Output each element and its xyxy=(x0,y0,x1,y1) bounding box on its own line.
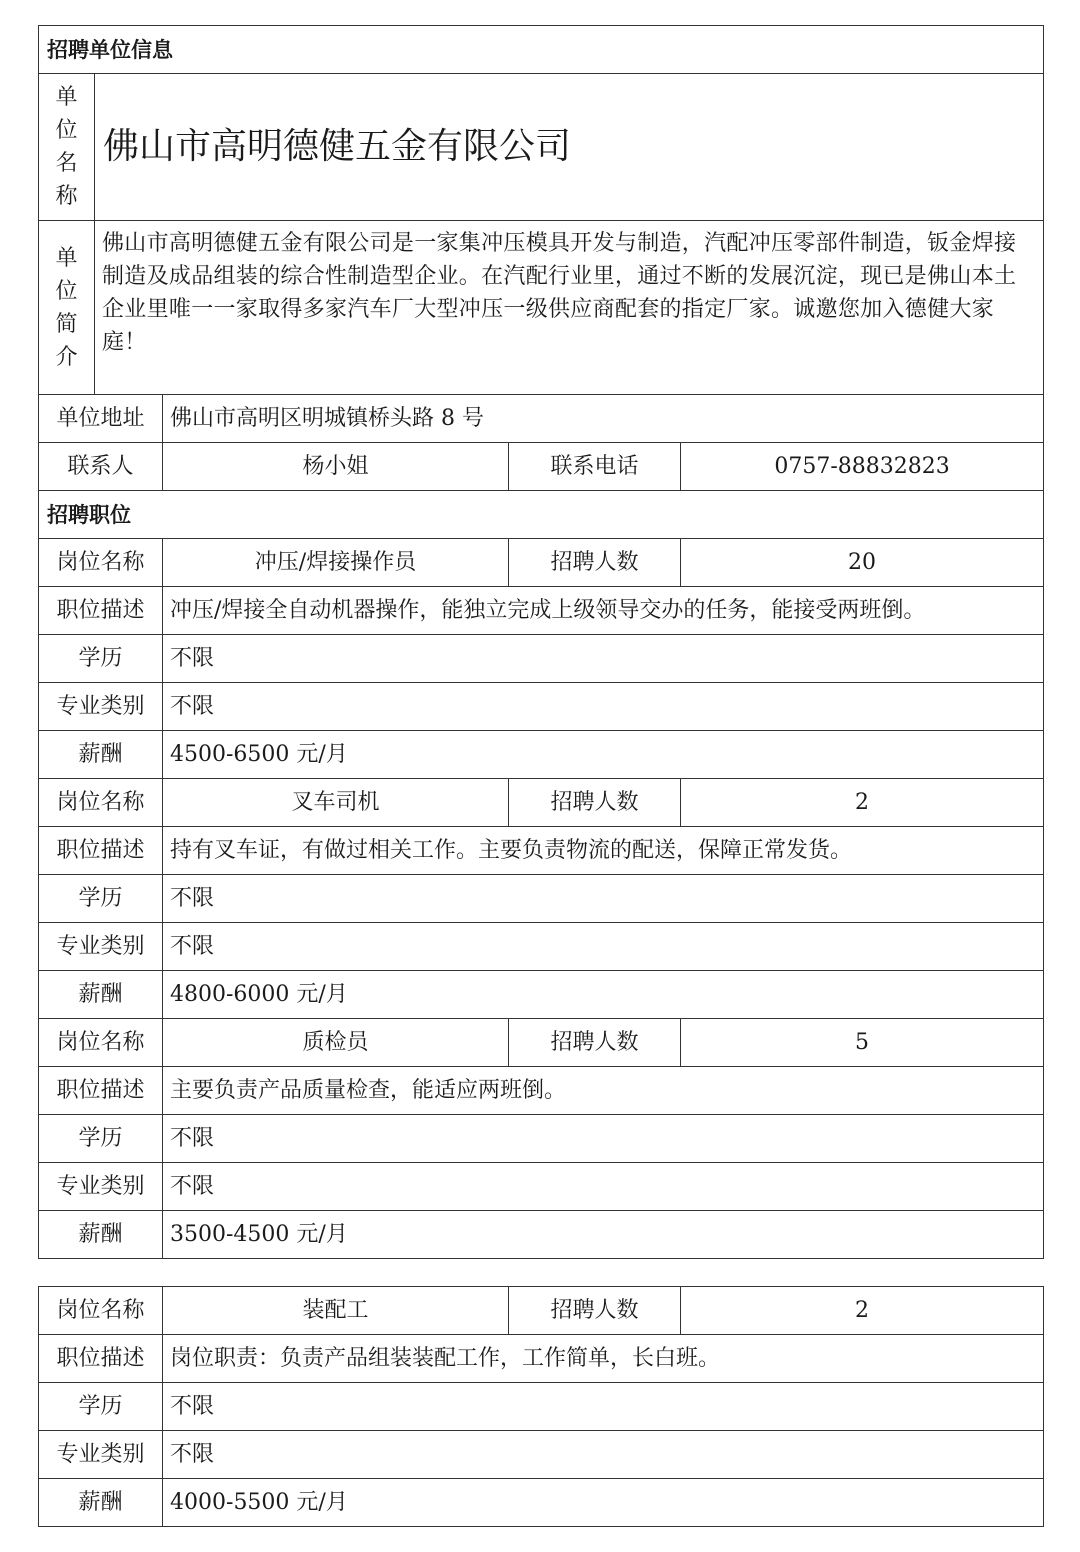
salary-label: 薪酬 xyxy=(39,1479,163,1527)
job-major: 不限 xyxy=(163,1163,1044,1211)
job-education: 不限 xyxy=(163,1115,1044,1163)
education-label: 学历 xyxy=(39,1115,163,1163)
job-name: 质检员 xyxy=(163,1019,509,1067)
job-salary: 3500-4500 元/月 xyxy=(163,1211,1044,1259)
address-label: 单位地址 xyxy=(39,395,163,443)
headcount-label: 招聘人数 xyxy=(509,1287,681,1335)
job-headcount: 5 xyxy=(681,1019,1044,1067)
job-row-header xyxy=(39,539,1044,587)
contact-phone: 0757-88832823 xyxy=(681,443,1044,491)
job-headcount: 2 xyxy=(681,779,1044,827)
job-name-label: 岗位名称 xyxy=(39,539,163,587)
job-row-header xyxy=(39,779,1044,827)
education-label: 学历 xyxy=(39,635,163,683)
job-row-header xyxy=(39,1287,1044,1335)
job-name: 叉车司机 xyxy=(163,779,509,827)
job-education: 不限 xyxy=(163,875,1044,923)
job-headcount: 2 xyxy=(681,1287,1044,1335)
major-label: 专业类别 xyxy=(39,923,163,971)
headcount-label: 招聘人数 xyxy=(509,779,681,827)
job-salary: 4000-5500 元/月 xyxy=(163,1479,1044,1527)
job-major: 不限 xyxy=(163,683,1044,731)
company-name: 佛山市高明德健五金有限公司 xyxy=(95,74,1044,221)
job-major: 不限 xyxy=(163,923,1044,971)
company-section-title: 招聘单位信息 xyxy=(39,26,1044,74)
phone-label: 联系电话 xyxy=(509,443,681,491)
salary-label: 薪酬 xyxy=(39,971,163,1019)
job-name: 装配工 xyxy=(163,1287,509,1335)
headcount-label: 招聘人数 xyxy=(509,539,681,587)
job-education: 不限 xyxy=(163,1383,1044,1431)
job-description: 岗位职责：负责产品组装装配工作，工作简单，长白班。 xyxy=(163,1335,1044,1383)
major-label: 专业类别 xyxy=(39,1431,163,1479)
education-label: 学历 xyxy=(39,875,163,923)
company-intro-label: 单 位 简 介 xyxy=(39,221,95,395)
job-salary: 4800-6000 元/月 xyxy=(163,971,1044,1019)
company-address: 佛山市高明区明城镇桥头路 8 号 xyxy=(163,395,1044,443)
job-row-header xyxy=(39,1019,1044,1067)
job-salary: 4500-6500 元/月 xyxy=(163,731,1044,779)
contact-person: 杨小姐 xyxy=(163,443,509,491)
company-intro: 佛山市高明德健五金有限公司是一家集冲压模具开发与制造，汽配冲压零部件制造，钣金焊接制造及成品组装的综合性制造型企业。在汽配行业里，通过不断的发展沉淀，现已是佛山本土企业里唯一一家取得多家汽车厂大型冲压一级供应商配套的指定厂家。诚邀您加入德健大家庭！ xyxy=(95,221,1044,395)
job-major: 不限 xyxy=(163,1431,1044,1479)
salary-label: 薪酬 xyxy=(39,1211,163,1259)
job-name-label: 岗位名称 xyxy=(39,1287,163,1335)
job-description: 冲压/焊接全自动机器操作，能独立完成上级领导交办的任务，能接受两班倒。 xyxy=(163,587,1044,635)
job-name-label: 岗位名称 xyxy=(39,779,163,827)
job-name: 冲压/焊接操作员 xyxy=(163,539,509,587)
contact-label: 联系人 xyxy=(39,443,163,491)
description-label: 职位描述 xyxy=(39,1067,163,1115)
salary-label: 薪酬 xyxy=(39,731,163,779)
job-education: 不限 xyxy=(163,635,1044,683)
recruitment-table xyxy=(38,25,1044,1259)
major-label: 专业类别 xyxy=(39,683,163,731)
description-label: 职位描述 xyxy=(39,1335,163,1383)
recruitment-table-continued xyxy=(38,1286,1044,1527)
job-headcount: 20 xyxy=(681,539,1044,587)
job-description: 持有叉车证，有做过相关工作。主要负责物流的配送，保障正常发货。 xyxy=(163,827,1044,875)
headcount-label: 招聘人数 xyxy=(509,1019,681,1067)
job-description: 主要负责产品质量检查，能适应两班倒。 xyxy=(163,1067,1044,1115)
company-name-label: 单 位 名 称 xyxy=(39,74,95,221)
description-label: 职位描述 xyxy=(39,587,163,635)
major-label: 专业类别 xyxy=(39,1163,163,1211)
jobs-section-title: 招聘职位 xyxy=(39,491,1044,539)
job-name-label: 岗位名称 xyxy=(39,1019,163,1067)
description-label: 职位描述 xyxy=(39,827,163,875)
education-label: 学历 xyxy=(39,1383,163,1431)
